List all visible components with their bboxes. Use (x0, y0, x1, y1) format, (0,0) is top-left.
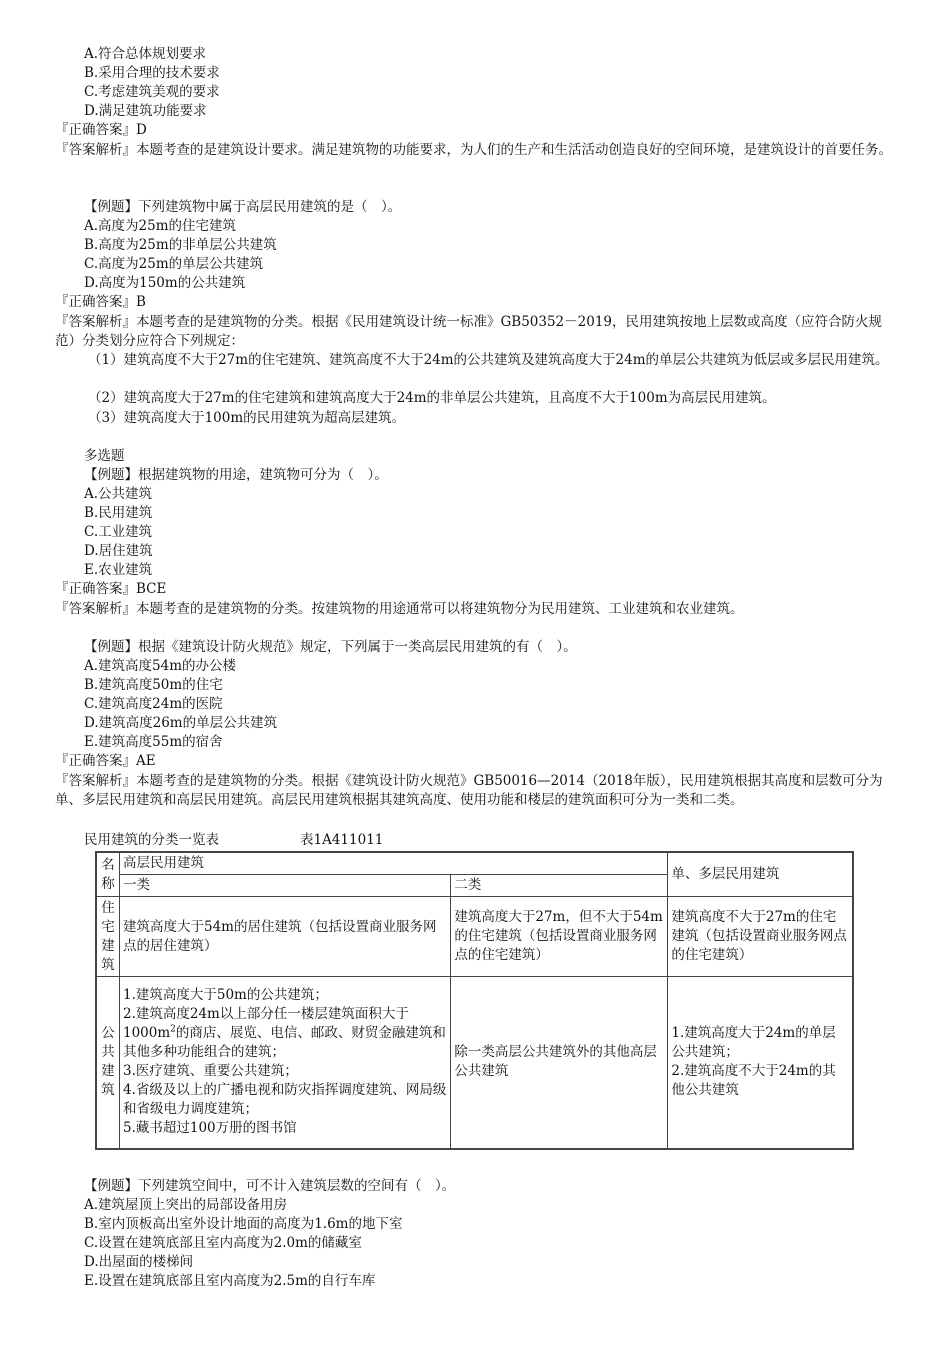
row-public-class1-cell (119, 977, 450, 1149)
table-row-public (96, 977, 853, 1149)
row-residential-class2-cell (451, 897, 668, 977)
header-name-text: 名称 (101, 856, 115, 892)
q5-option-e: E.设置在建筑底部且室内高度为2.5m的自行车库 (84, 1273, 376, 1289)
header-high-rise-cell (119, 852, 667, 875)
table-caption: 民用建筑的分类一览表 (84, 832, 219, 848)
q1-option-c: C.考虑建筑美观的要求 (84, 84, 220, 100)
row-public-low-item-1: 1.建筑高度大于24m的单层公共建筑； (671, 1025, 836, 1061)
row-public-class1-item-5: 5.藏书超过100万册的图书馆 (122, 1120, 297, 1137)
header-low-rise-cell (668, 852, 853, 897)
row-public-class1-item-2b: 的商店、展览、电信、邮政、财贸金融建筑和其他多种功能组合的建筑； (122, 1025, 446, 1061)
row-public-class1-item-4: 4.省级及以上的广播电视和防灾指挥调度建筑、网局级和省级电力调度建筑； (122, 1082, 447, 1118)
row-public-class1-item-2 (123, 1005, 447, 1062)
q3-option-d: D.居住建筑 (84, 543, 153, 559)
q3-option-a: A.公共建筑 (84, 486, 153, 502)
row-public-class1-item-3: 3.医疗建筑、重要公共建筑； (122, 1063, 298, 1080)
header-class1-cell (119, 875, 450, 897)
header-high-rise-text: 高层民用建筑 (122, 855, 204, 871)
q2-option-b: B.高度为25m的非单层公共建筑 (84, 237, 277, 253)
row-residential-class1: 建筑高度大于54m的居住建筑（包括设置商业服务网点的居住建筑） (122, 918, 437, 954)
row-residential-class2: 建筑高度大于27m，但不大于54m的住宅建筑（包括设置商业服务网点的住宅建筑） (454, 909, 663, 963)
q4-option-c: C.建筑高度24m的医院 (84, 696, 223, 712)
q5-option-d: D.出屋面的楼梯间 (84, 1254, 194, 1270)
row-public-name-cell (96, 977, 119, 1149)
header-class1-text: 一类 (122, 877, 150, 893)
q3-option-b: B.民用建筑 (84, 505, 153, 521)
q1-analysis: 『答案解析』本题考查的是建筑设计要求。满足建筑物的功能要求，为人们的生产和生活活动创造良好的空间环境，是建筑设计的首要任务。 (55, 142, 892, 158)
header-class2-text: 二类 (454, 877, 482, 893)
q3-question: 【例题】根据建筑物的用途，建筑物可分为（ ）。 (84, 467, 388, 483)
q1-option-d: D.满足建筑功能要求 (84, 103, 207, 119)
table-header-row (96, 852, 853, 875)
q4-answer: 『正确答案』AE (55, 753, 156, 769)
row-residential-name: 住宅建筑 (101, 899, 115, 973)
q4-option-d: D.建筑高度26m的单层公共建筑 (84, 715, 278, 731)
q2-rule-1: （1）建筑高度不大于27m的住宅建筑、建筑高度不大于24m的公共建筑及建筑高度大于24m的单层公共建筑为低层或多层民用建筑。 (88, 352, 889, 368)
classification-table (95, 851, 854, 1150)
q2-option-d: D.高度为150m的公共建筑 (84, 275, 246, 291)
q2-question: 【例题】下列建筑物中属于高层民用建筑的是（ ）。 (84, 199, 402, 215)
row-residential-low-cell (668, 897, 853, 977)
row-public-class1-item-2a: 2.建筑高度24m以上部分任一楼层建筑面积大于1000m (122, 1006, 409, 1042)
q2-analysis: 『答案解析』本题考查的是建筑物的分类。根据《民用建筑设计统一标准》GB50352－2019，民用建筑按地上层数或高度（应符合防火规范）分类划分应符合下列规定： (55, 314, 883, 349)
q4-analysis: 『答案解析』本题考查的是建筑物的分类。根据《建筑设计防火规范》GB50016—2014（2018年版），民用建筑根据其高度和层数可分为单、多层民用建筑和高层民用建筑。高层民用建筑根据其建筑高度、使用功能和楼层的建筑面积可分为一类和二类。 (55, 773, 883, 808)
q1-option-a: A.符合总体规划要求 (84, 46, 207, 62)
q1-answer: 『正确答案』D (55, 122, 147, 138)
row-public-class1-item-2sup: 2 (170, 1024, 176, 1035)
q3-analysis: 『答案解析』本题考查的是建筑物的分类。按建筑物的用途通常可以将建筑物分为民用建筑、工业建筑和农业建筑。 (55, 601, 744, 617)
q3-answer: 『正确答案』BCE (55, 581, 167, 597)
header-class2-cell (451, 875, 668, 897)
q4-option-b: B.建筑高度50m的住宅 (84, 677, 223, 693)
q1-option-b: B.采用合理的技术要求 (84, 65, 220, 81)
section-title: 多选题 (84, 448, 125, 464)
q4-option-e: E.建筑高度55m的宿舍 (84, 734, 223, 750)
q5-option-b: B.室内顶板高出室外设计地面的高度为1.6m的地下室 (84, 1216, 403, 1232)
table-number: 表1A411011 (300, 832, 384, 848)
table-row-residential (96, 897, 853, 977)
q2-option-c: C.高度为25m的单层公共建筑 (84, 256, 264, 272)
q2-rule-3: （3）建筑高度大于100m的民用建筑为超高层建筑。 (88, 410, 406, 426)
q5-question: 【例题】下列建筑空间中，可不计入建筑层数的空间有（ ）。 (84, 1178, 456, 1194)
header-low-rise-text: 单、多层民用建筑 (671, 866, 780, 882)
row-residential-class1-cell (119, 897, 450, 977)
row-public-class2-cell (451, 977, 668, 1149)
row-residential-low: 建筑高度不大于27m的住宅建筑（包括设置商业服务网点的住宅建筑） (671, 909, 847, 963)
q2-rule-2: （2）建筑高度大于27m的住宅建筑和建筑高度大于24m的非单层公共建筑，且高度不大于100m为高层民用建筑。 (88, 390, 776, 406)
q2-answer: 『正确答案』B (55, 294, 146, 310)
row-public-low-cell (668, 977, 853, 1149)
q4-question: 【例题】根据《建筑设计防火规范》规定，下列属于一类高层民用建筑的有（ ）。 (84, 639, 577, 655)
row-public-name: 公共建筑 (101, 1025, 115, 1099)
q5-option-a: A.建筑屋顶上突出的局部设备用房 (84, 1197, 288, 1213)
q3-option-e: E.农业建筑 (84, 562, 153, 578)
q3-option-c: C.工业建筑 (84, 524, 153, 540)
q2-option-a: A.高度为25m的住宅建筑 (84, 218, 237, 234)
q5-option-c: C.设置在建筑底部且室内高度为2.0m的储藏室 (84, 1235, 362, 1251)
row-residential-name-cell (96, 897, 119, 977)
row-public-class2: 除一类高层公共建筑外的其他高层公共建筑 (454, 1044, 657, 1080)
q4-option-a: A.建筑高度54m的办公楼 (84, 658, 237, 674)
header-name-cell (96, 852, 119, 897)
row-public-low-item-2: 2.建筑高度不大于24m的其他公共建筑 (671, 1063, 836, 1099)
row-public-class1-item-1: 1.建筑高度大于50m的公共建筑； (122, 987, 328, 1004)
